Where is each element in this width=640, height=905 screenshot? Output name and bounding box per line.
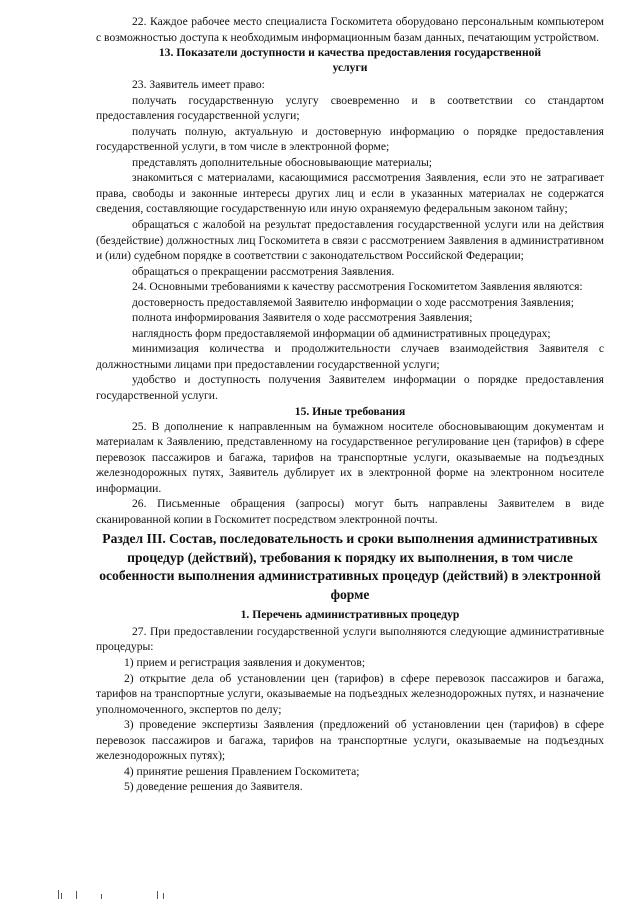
section-3-heading: Раздел III. Состав, последовательность и сроки выполнения административных процедур (действий), требования к порядку их выполнения, в том числе особенности выполнения административных процедур (действий) в электронной форме (99, 531, 601, 602)
heading-13: 13. Показатели доступности и качества предоставления государственной услуги (158, 46, 542, 74)
paragraph-26: 26. Письменные обращения (запросы) могут быть направлены Заявителем в виде сканированной копии в Госкомитет посредством электронной почты. (96, 497, 604, 526)
paragraph-23-item: получать государственную услугу своевременно и в соответствии со стандартом предоставления государственной услуги; (96, 93, 604, 123)
heading-15: 15. Иные требования (294, 404, 406, 418)
scan-artifact (0, 887, 640, 899)
paragraph-24-item: достоверность предоставляемой Заявителю информации о ходе рассмотрения Заявления; (132, 295, 574, 309)
paragraph-23-item: обращаться о прекращении рассмотрения Заявления. (132, 264, 395, 278)
paragraph-23-item: получать полную, актуальную и достоверную информацию о порядке предоставления государственной услуги, в том числе в электронной форме; (96, 124, 604, 154)
paragraph-24-item: наглядность форм предоставляемой информации об административных процедурах; (132, 326, 551, 340)
paragraph-23-item: представлять дополнительные обосновывающие материалы; (132, 155, 433, 169)
paragraph-24-item: минимизация количества и продолжительности случаев взаимодействия Заявителя с должностными лицами при предоставлении государственной услуги; (96, 342, 604, 371)
paragraph-27-item: 5) доведение решения до Заявителя. (124, 780, 303, 794)
paragraph-25: 25. В дополнение к направленным на бумажном носителе обосновывающим документам и материалам к Заявлению, представленному на государственное регулирование цен (тарифов) в сфере перевозок пассажиров и багажа, тарифов на транспортные услуги, оказываемые на подъездных железнодорожных путях, Заявитель дублирует их в электронной форме на электронном носителе информации. (96, 419, 604, 495)
subheading-1: 1. Перечень административных процедур (240, 608, 460, 622)
paragraph-27-item: 1) прием и регистрация заявления и документов; (124, 656, 366, 669)
paragraph-27: 27. При предоставлении государственной услуги выполняются следующие административные процедуры: (96, 624, 604, 654)
paragraph-27-item: 3) проведение экспертизы Заявления (предложений об установлении цен (тарифов) в сфере перевозок пассажиров и багажа, тарифов на транспортные услуги, оказываемые на подъездных железнодорожных путях); (96, 718, 604, 763)
paragraph-27-item: 2) открытие дела об установлении цен (тарифов) в сфере перевозок пассажиров и багажа, тарифов на транспортные услуги, оказываемые на подъездных железнодорожных путях, и назначение уполномоченного, экспертов по делу; (96, 671, 604, 716)
paragraph-27-item: 4) принятие решения Правлением Госкомитета; (124, 764, 360, 778)
paragraph-23-item: знакомиться с материалами, касающимися рассмотрения Заявления, если это не затрагивает права, свободы и законные интересы других лиц и если в указанных материалах не содержатся сведения, составляющие государственную или иную охраняемую федеральным законом тайну; (96, 171, 604, 216)
paragraph-24-item: удобство и доступность получения Заявителем информации о порядке предоставления государственной услуги. (96, 373, 604, 403)
paragraph-22: 22. Каждое рабочее место специалиста Госкомитета оборудовано персональным компьютером с возможностью доступа к необходимым информационным базам данных, печатающим устройством. (96, 15, 604, 44)
document-page (96, 14, 604, 795)
paragraph-24: 24. Основными требованиями к качеству рассмотрения Госкомитетом Заявления являются: (132, 280, 583, 294)
paragraph-23: 23. Заявитель имеет право: (132, 78, 265, 92)
paragraph-24-item: полнота информирования Заявителя о ходе рассмотрения Заявления; (132, 311, 473, 325)
paragraph-23-item: обращаться с жалобой на результат предоставления государственной услуги или на действия (бездействие) должностных лиц Госкомитета в связи с рассмотрением Заявления в административном и (или) судебном порядке в соответствии с законодательством Российской Федерации; (96, 218, 604, 263)
